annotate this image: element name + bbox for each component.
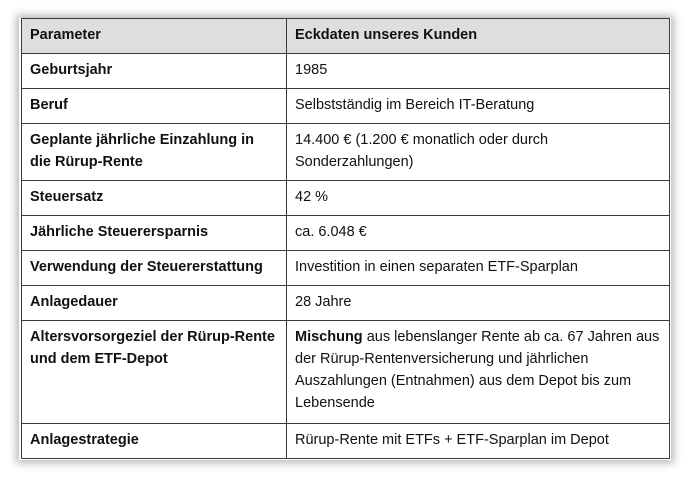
header-parameter: Parameter: [22, 19, 287, 54]
row-value: Investition in einen separaten ETF-Sparplan: [287, 251, 670, 286]
row-label: Beruf: [22, 89, 287, 124]
row-value: Selbstständig im Bereich IT-Beratung: [287, 89, 670, 124]
row-label: Jährliche Steuerersparnis: [22, 216, 287, 251]
row-label: Verwendung der Steuererstattung: [22, 251, 287, 286]
row-value-emphasis: Mischung: [295, 329, 363, 345]
table-row: [22, 89, 670, 124]
document-page: [19, 18, 671, 460]
table-row: [22, 216, 670, 251]
table-row: [22, 54, 670, 89]
row-value: 1985: [287, 54, 670, 89]
row-value-text: aus lebenslanger Rente ab ca. 67 Jahren aus der Rürup-Rentenversicherung und jährlichen Auszahlungen (Entnahmen) aus dem Depot bis zum Lebensende: [295, 329, 660, 411]
row-value: 42 %: [287, 181, 670, 216]
row-value: 14.400 € (1.200 € monatlich oder durch Sonderzahlungen): [287, 124, 670, 181]
table-row: [22, 181, 670, 216]
row-label: Steuersatz: [22, 181, 287, 216]
client-data-table: [21, 18, 670, 459]
row-label: Anlagestrategie: [22, 424, 287, 459]
table-row: [22, 321, 670, 424]
row-label: Geplante jährliche Einzahlung in die Rürup-Rente: [22, 124, 287, 181]
header-client-data: Eckdaten unseres Kunden: [287, 19, 670, 54]
row-label: Altersvorsorgeziel der Rürup-Rente und dem ETF-Depot: [22, 321, 287, 424]
row-value: 28 Jahre: [287, 286, 670, 321]
table-row: [22, 286, 670, 321]
table-row: [22, 251, 670, 286]
row-value: Rürup-Rente mit ETFs + ETF-Sparplan im Depot: [287, 424, 670, 459]
row-label: Anlagedauer: [22, 286, 287, 321]
row-value: [287, 321, 670, 424]
table-row: [22, 124, 670, 181]
row-value: ca. 6.048 €: [287, 216, 670, 251]
table-header-row: [22, 19, 670, 54]
table-row: [22, 424, 670, 459]
row-label: Geburtsjahr: [22, 54, 287, 89]
